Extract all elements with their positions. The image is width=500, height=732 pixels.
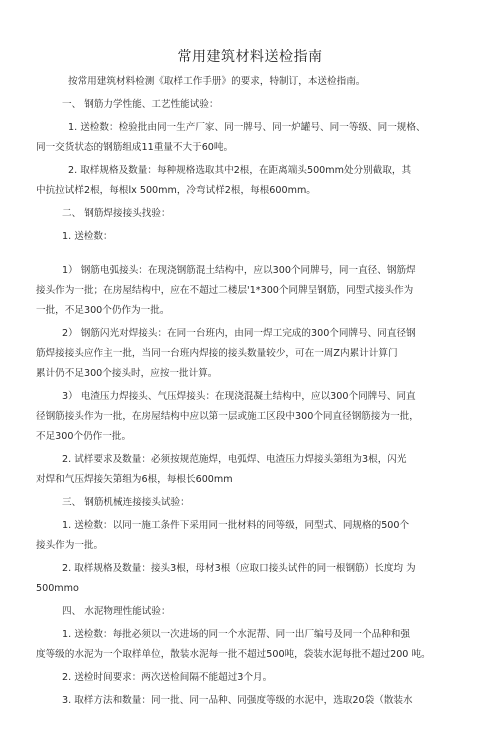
text-line: 对焊和气压焊接矢第组为6根，每根长600mm (36, 474, 233, 485)
text-line: 接头作为一批。 (36, 540, 104, 551)
text-line: 2. 取样规格及数量：每种规格选取其中2根，在距离端头500mm处分别截取，其 (68, 165, 412, 176)
text-line: 按常用建筑材料检测《取样工作手册》的要求，特制订，本送检指南。 (68, 76, 366, 87)
text-line: 不足300个仍作一批。 (36, 431, 132, 442)
page-title: 常用建筑材料送检指南 (177, 49, 323, 65)
text-line: 度等级的水泥为一个取样单位，散装水泥每一批不超过500吨，袋装水泥每批不超过200 吨。 (36, 649, 431, 660)
text-line: 2） 钢筋闪光对焊接头：在同一台班内，由同一焊工完成的300个同牌号、同直径钢 (62, 328, 416, 339)
section-heading: 四、 水泥物理性能试验： (62, 606, 171, 617)
text-line: 一批，不足300个仍作为一批。 (36, 305, 170, 316)
text-line: 径钢筋接头作为一批，在房屋结构中应以第一层或施工区段中300个同直径钢筋接为一批， (36, 411, 419, 422)
text-line: 同一交货状态的钢筋组成11重量不大于60吨。 (36, 142, 234, 153)
text-line: 筋焊接接头应作主一批，当同一台班内焊接的接头数量较少，可在一周Z内累计计算门 (36, 348, 398, 359)
text-line: 3） 电渣压力焊接头、气压焊接头：在现浇混凝土结构中，应以300个同牌号、同直 (62, 391, 416, 402)
text-line: 中抗拉试样2根，每根lx 500mm，冷弯试样2根，每根600mm。 (36, 185, 316, 196)
text-line: 2. 送检时间要求：两次送检间隔不能超过3个月。 (62, 672, 273, 683)
text-line: 2. 试样要求及数量：必须按规范施焊，电弧焊、电渣压力焊接头第组为3根，闪光 (62, 454, 407, 465)
section-heading: 三、 钢筋机械连接接头试验： (62, 497, 190, 508)
text-line: 1. 送检数：以同一施工条件下采用同一批材料的同等级，同型式、同规格的500个 (62, 520, 410, 531)
text-line: 接头作为一批；在房屋结构中，应在不超过二楼层'1*300个同牌呈钢筋，同型式接头作为 (36, 285, 414, 296)
text-line: 500mmo (36, 583, 79, 594)
text-line: 1. 送检数： (62, 231, 113, 242)
text-line: 2. 取样规格及数量：接头3根，母材3根（应取口接头试件的同一根钢筋）长度均 为 (62, 563, 416, 574)
section-heading: 一、 钢筋力学性能、工艺性能试验： (62, 99, 219, 110)
section-heading: 二、 钢筋焊接接头找验： (62, 208, 171, 219)
text-line: 累计仍不足300个接头时，应按一批计算。 (36, 368, 218, 379)
text-line: 1. 送检数：检验批由同一生产厂家、同一牌号、同一炉罐号、同一等级、同一规格、 (68, 122, 426, 133)
text-line: 1. 送检数：每批必须以一次进场的同一个水泥帮、同一出厂编号及同一个品种和强 (62, 629, 410, 640)
text-line: 3. 取样方法和数量：同一批、同一品种、同强度等级的水泥中，选取20袋（散装水 (62, 695, 413, 706)
text-line: 1） 钢筋电弧接头：在现浇钢筋混土结构中，应以300个同牌号，同一直径、钢筋焊 (62, 265, 416, 276)
